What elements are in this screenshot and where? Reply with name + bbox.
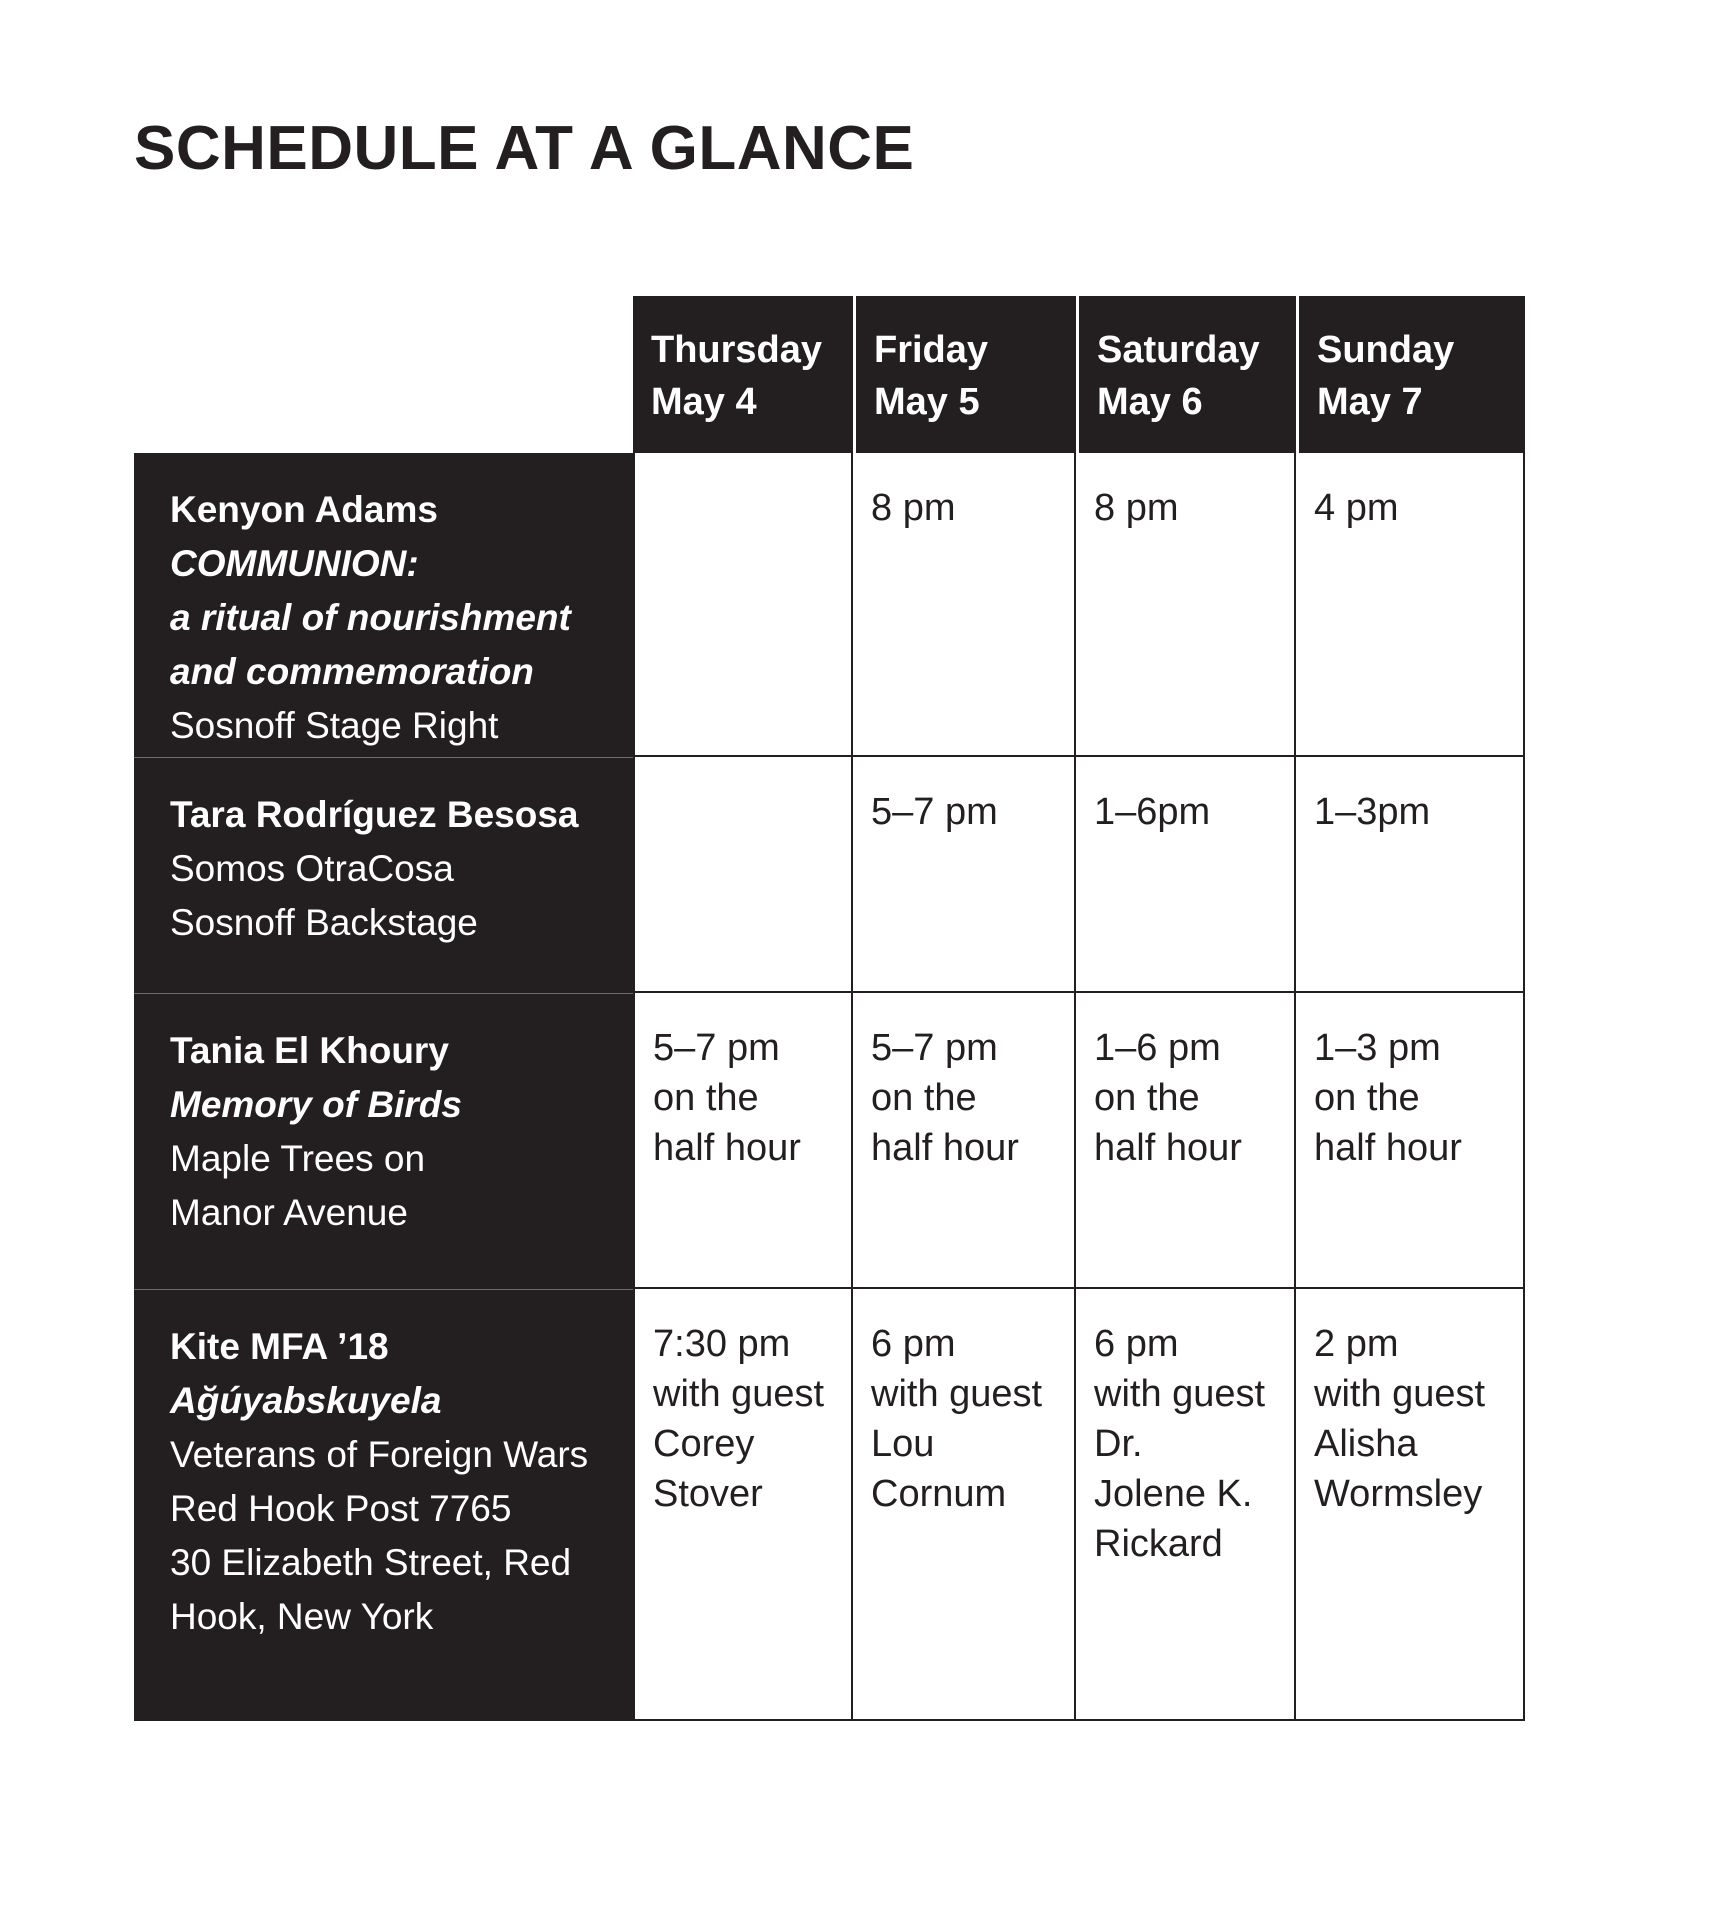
event-location: Veterans of Foreign Wars: [170, 1434, 589, 1475]
time-text: on the: [1094, 1077, 1200, 1119]
time-text: with guest: [653, 1373, 825, 1415]
time-text: 1–3 pm: [1314, 1027, 1441, 1069]
event-info: [134, 1289, 633, 1721]
time-text: 7:30 pm: [653, 1323, 791, 1365]
time-text: on the: [1314, 1077, 1420, 1119]
event-info: [134, 757, 633, 993]
time-text: Cornum: [871, 1473, 1007, 1515]
event-title: Memory of Birds: [170, 1084, 462, 1125]
event-info: [134, 453, 633, 757]
time-text: 1–6pm: [1094, 791, 1211, 833]
event-location: Maple Trees on: [170, 1138, 426, 1179]
time-text: half hour: [1094, 1127, 1242, 1169]
time-slot: [1296, 1289, 1525, 1721]
time-text: 4 pm: [1314, 487, 1399, 529]
day-weekday: Friday: [874, 329, 989, 371]
time-text: with guest: [1314, 1373, 1486, 1415]
event-artist: Kenyon Adams: [170, 489, 438, 530]
time-slot: [1076, 453, 1296, 757]
event-title: Ağúyabskuyela: [170, 1380, 442, 1421]
time-text: 8 pm: [1094, 487, 1179, 529]
day-weekday: Thursday: [651, 329, 823, 371]
time-slot: [633, 993, 853, 1289]
time-slot: [1296, 453, 1525, 757]
time-text: on the: [871, 1077, 977, 1119]
day-weekday: Saturday: [1097, 329, 1260, 371]
time-text: with guest: [871, 1373, 1043, 1415]
time-text: 5–7 pm: [871, 791, 998, 833]
time-slot: [853, 993, 1076, 1289]
event-artist: Tania El Khoury: [170, 1030, 449, 1071]
day-weekday: Sunday: [1317, 329, 1455, 371]
day-date: May 6: [1097, 381, 1203, 423]
time-slot: [853, 1289, 1076, 1721]
time-text: Jolene K.: [1094, 1473, 1253, 1515]
time-text: 6 pm: [871, 1323, 956, 1365]
time-slot: [1076, 993, 1296, 1289]
time-text: with guest: [1094, 1373, 1266, 1415]
time-slot: [633, 757, 853, 993]
time-text: Alisha: [1314, 1423, 1418, 1465]
time-slot: [1296, 993, 1525, 1289]
time-text: 1–6 pm: [1094, 1027, 1221, 1069]
time-text: half hour: [653, 1127, 801, 1169]
time-text: Lou: [871, 1423, 935, 1465]
day-header: [1076, 296, 1296, 453]
time-slot: [1076, 1289, 1296, 1721]
event-artist: Kite MFA ’18: [170, 1326, 389, 1367]
day-date: May 5: [874, 381, 980, 423]
time-text: 2 pm: [1314, 1323, 1399, 1365]
time-text: half hour: [871, 1127, 1019, 1169]
time-text: Wormsley: [1314, 1473, 1483, 1515]
time-text: Corey: [653, 1423, 755, 1465]
event-title: COMMUNION:: [170, 543, 419, 584]
time-slot: [1076, 757, 1296, 993]
event-location: Hook, New York: [170, 1596, 434, 1637]
time-slot: [853, 453, 1076, 757]
schedule-table: [134, 296, 1525, 1721]
event-location: 30 Elizabeth Street, Red: [170, 1542, 572, 1583]
time-text: 5–7 pm: [653, 1027, 780, 1069]
event-artist: Tara Rodríguez Besosa: [170, 794, 579, 835]
day-date: May 4: [651, 381, 757, 423]
day-header: [1296, 296, 1525, 453]
time-text: Rickard: [1094, 1523, 1223, 1565]
event-location: Somos OtraCosa: [170, 848, 454, 889]
time-text: 1–3pm: [1314, 791, 1431, 833]
time-text: 6 pm: [1094, 1323, 1179, 1365]
table-corner: [134, 296, 633, 453]
time-text: Dr.: [1094, 1423, 1143, 1465]
event-info: [134, 993, 633, 1289]
page-title: SCHEDULE AT A GLANCE: [134, 114, 915, 183]
time-text: half hour: [1314, 1127, 1462, 1169]
event-title: and commemoration: [170, 651, 534, 692]
time-text: 5–7 pm: [871, 1027, 998, 1069]
event-location: Manor Avenue: [170, 1192, 408, 1233]
event-location: Sosnoff Backstage: [170, 902, 478, 943]
event-location: Red Hook Post 7765: [170, 1488, 512, 1529]
day-header: [853, 296, 1076, 453]
event-title: a ritual of nourishment: [170, 597, 571, 638]
day-date: May 7: [1317, 381, 1423, 423]
day-header: [633, 296, 853, 453]
time-slot: [633, 453, 853, 757]
time-text: on the: [653, 1077, 759, 1119]
time-text: 8 pm: [871, 487, 956, 529]
time-slot: [633, 1289, 853, 1721]
time-slot: [853, 757, 1076, 993]
event-location: Sosnoff Stage Right: [170, 705, 499, 746]
time-slot: [1296, 757, 1525, 993]
time-text: Stover: [653, 1473, 763, 1515]
